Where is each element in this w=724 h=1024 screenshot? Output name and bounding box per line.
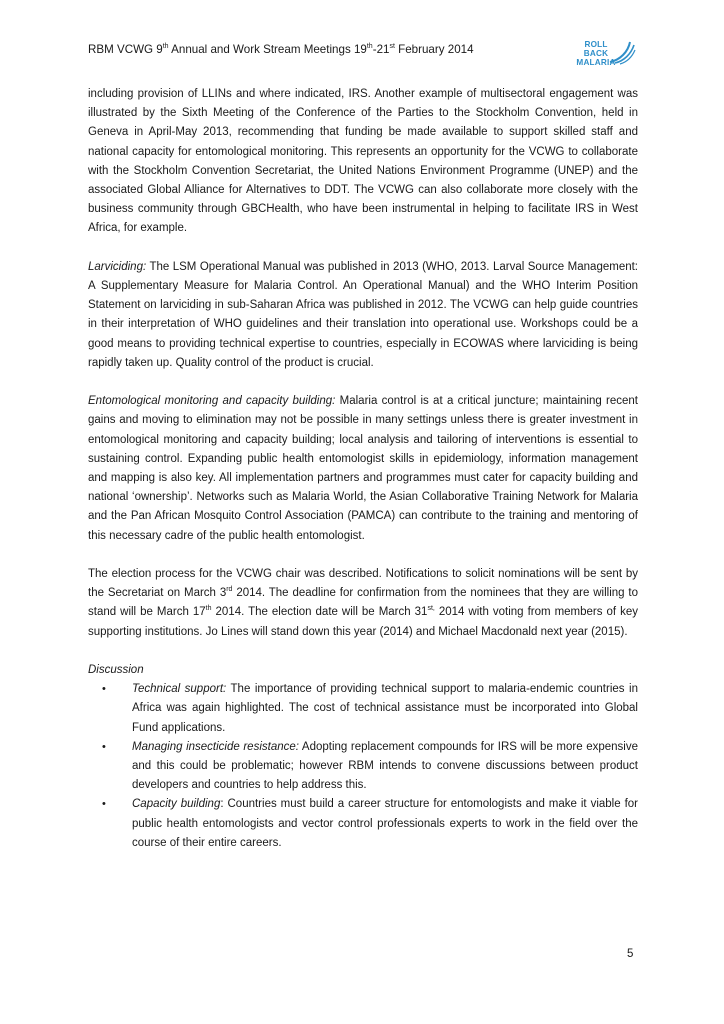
page-number: 5 (627, 948, 634, 960)
bullet-icon: • (102, 740, 106, 753)
list-item: • Technical support: The importance of providing technical support to malaria-endemic countries in Africa was again highlighted. The cost of technical assistance must be incorporated into Global Fund applications. (88, 680, 638, 738)
discussion-heading: Discussion (88, 664, 144, 677)
roll-back-malaria-logo (576, 40, 638, 66)
page-header (88, 40, 638, 70)
paragraph-larviciding: Larviciding: The LSM Operational Manual was published in 2013 (WHO, 2013. Larval Source Management: A Supplementary Measure for Malaria Control. An Operational Manual) and the WHO Interim Position Statement on larviciding in sub-Saharan Africa was published in 2012. The VCWG can help guide countries in their interpretation of WHO guidelines and their translation into operational use. Workshops could be a good means to providing technical expertise to countries, especially in ECOWAS where larviciding is being rapidly taken up. Quality control of the product is crucial. (88, 260, 638, 369)
list-item: • Managing insecticide resistance: Adopting replacement compounds for IRS will be more expensive and this could be problematic; however RBM intends to convene discussions between product developers and countries to help address this. (88, 738, 638, 796)
entomological-lead: Entomological monitoring and capacity building: (88, 395, 336, 408)
paragraph-entomological-monitoring: Entomological monitoring and capacity building: Malaria control is at a critical juncture; maintaining recent gains and moving to elimination may not be possible in many settings unless there is greater investment in entomological monitoring and capacity building; local analysis and tailoring of interventions is essential to sustaining control. Expanding public health entomologist skills in epidemiology, information management and mapping is also key. All implementation partners and programmes must cater for capacity building and national ‘ownership’. Networks such as Malaria World, the Asian Collaborative Training Network for Malaria and the Pan African Mosquito Control Association (PAMCA) can contribute to the training and mentoring of this necessary cadre of the public health entomologist. (88, 395, 639, 542)
document-body (88, 85, 638, 853)
header-title: RBM VCWG 9th Annual and Work Stream Meetings 19th-21st February 2014 (88, 43, 474, 56)
paragraph-election: The election process for the VCWG chair was described. Notifications to solicit nominations will be sent by the Secretariat on March 3rd 2014. The deadline for confirmation from the nominees that they are willing to stand will be March 17th 2014. The election date will be March $31^{st,}$ 2014 with voting from members of key supporting institutions. Jo Lines will stand down this year (2014) and Michael Macdonald next year (2015). (88, 568, 639, 638)
logo-text: ROLL BACK MALARIA (576, 40, 616, 67)
larviciding-lead: Larviciding: (88, 260, 147, 273)
discussion-list (88, 680, 638, 853)
bullet-icon: • (102, 683, 106, 696)
logo-swoosh-icon (606, 40, 636, 66)
paragraph-multisectoral: including provision of LLINs and where indicated, IRS. Another example of multisectoral engagement was illustrated by the Sixth Meeting of the Conference of the Parties to the Stockholm Convention, held in Geneva in April-May 2013, recommending that funding be made available to support skilled staff and national capacity for entomological monitoring. This represents an opportunity for the VCWG to collaborate with the Stockholm Convention Secretariat, the United Nations Environment Programme (UNEP) and the associated Global Alliance for Alternatives to DDT. The VCWG can also collaborate more closely with the business community through GBCHealth, who have been instrumental in helping to facilitate IRS in West Africa, for example. (88, 88, 638, 235)
bullet-icon: • (102, 798, 106, 811)
list-item: • Capacity building: Countries must build a career structure for entomologists and make it viable for public health entomologists and vector control professionals experts to work in the field over the course of their entire careers. (88, 795, 638, 853)
